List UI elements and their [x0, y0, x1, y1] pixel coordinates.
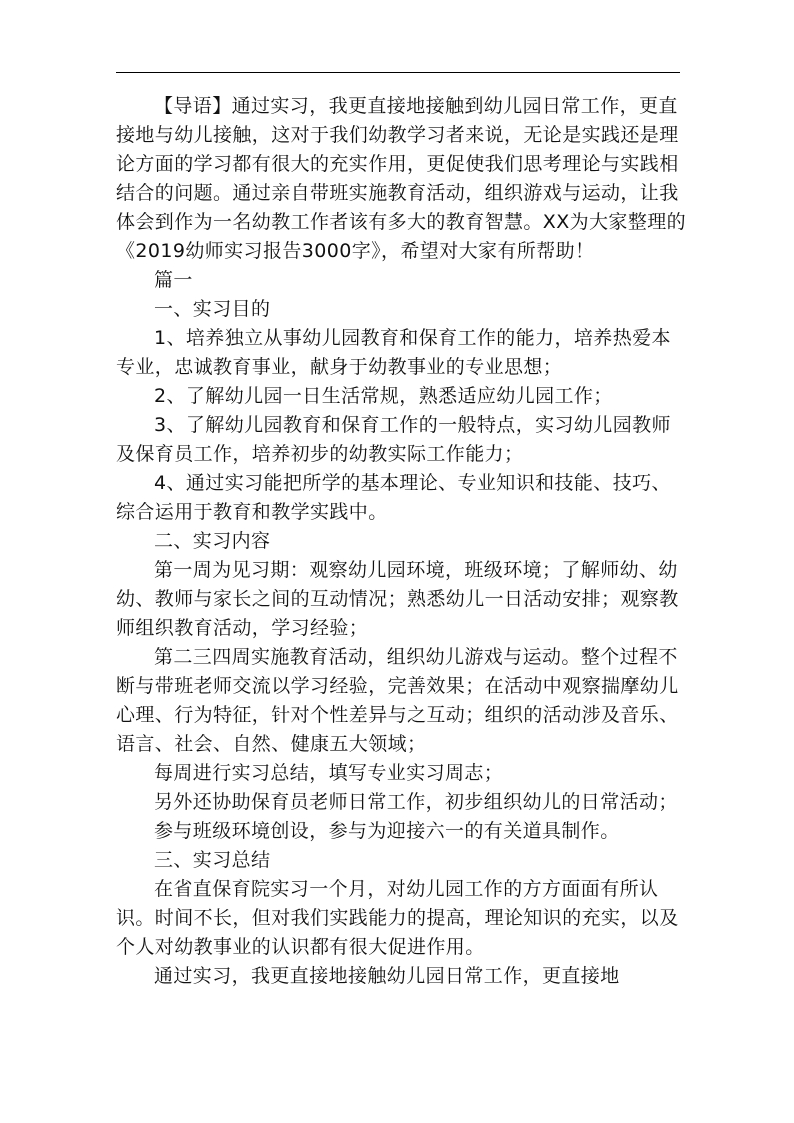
purpose-item-3: 3、了解幼儿园教育和保育工作的一般特点，实习幼儿园教师及保育员工作，培养初步的幼教实际工作能力； — [116, 414, 671, 465]
summary-paragraph-2: 通过实习，我更直接地接触幼儿园日常工作，更直接地 — [154, 965, 620, 987]
header-rule — [116, 72, 680, 73]
heading-internship-purpose: 一、实习目的 — [154, 298, 271, 320]
content-week-one: 第一周为见习期：观察幼儿园环境，班级环境；了解师幼、幼幼、教师与家长之间的互动情况；熟悉幼儿一日活动安排；观察教师组织教育活动，学习经验； — [116, 559, 679, 639]
purpose-item-2: 2、了解幼儿园一日生活常规，熟悉适应幼儿园工作； — [154, 385, 613, 407]
heading-internship-summary: 三、实习总结 — [154, 849, 271, 871]
document-body — [116, 92, 688, 991]
purpose-item-4: 4、通过实习能把所学的基本理论、专业知识和技能、技巧、综合运用于教育和教学实践中。 — [116, 472, 671, 523]
purpose-item-1: 1、培养独立从事幼儿园教育和保育工作的能力，培养热爱本专业，忠诚教育事业，献身于幼教事业的专业思想； — [116, 327, 671, 378]
section-title-part-one: 篇一 — [154, 269, 193, 291]
content-weeks-two-to-four: 第二三四周实施教育活动，组织幼儿游戏与运动。整个过程不断与带班老师交流以学习经验，完善效果；在活动中观察揣摩幼儿心理、行为特征，针对个性差异与之互动；组织的活动涉及音乐、语言、社会、自然、健康五大领域； — [116, 646, 679, 755]
summary-paragraph-1: 在省直保育院实习一个月，对幼儿园工作的方方面面有所认识。时间不长，但对我们实践能力的提高，理论知识的充实，以及个人对幼教事业的认识都有很大促进作用。 — [116, 878, 679, 958]
intro-paragraph: 【导语】通过实习，我更直接地接触到幼儿园日常工作，更直接地与幼儿接触，这对于我们幼教学习者来说，无论是实践还是理论方面的学习都有很大的充实作用，更促使我们思考理论与实践相结合的问题。通过亲自带班实施教育活动，组织游戏与运动，让我体会到作为一名幼教工作者该有多大的教育智慧。XX为大家整理的《2019幼师实习报告3000字》，希望对大家有所帮助！ — [116, 95, 687, 262]
content-environment-creation: 参与班级环境创设，参与为迎接六一的有关道具制作。 — [154, 820, 620, 842]
heading-internship-content: 二、实习内容 — [154, 530, 271, 552]
content-assist-caregiver: 另外还协助保育员老师日常工作，初步组织幼儿的日常活动； — [154, 791, 678, 813]
content-weekly-summary: 每周进行实习总结，填写专业实习周志； — [154, 762, 504, 784]
